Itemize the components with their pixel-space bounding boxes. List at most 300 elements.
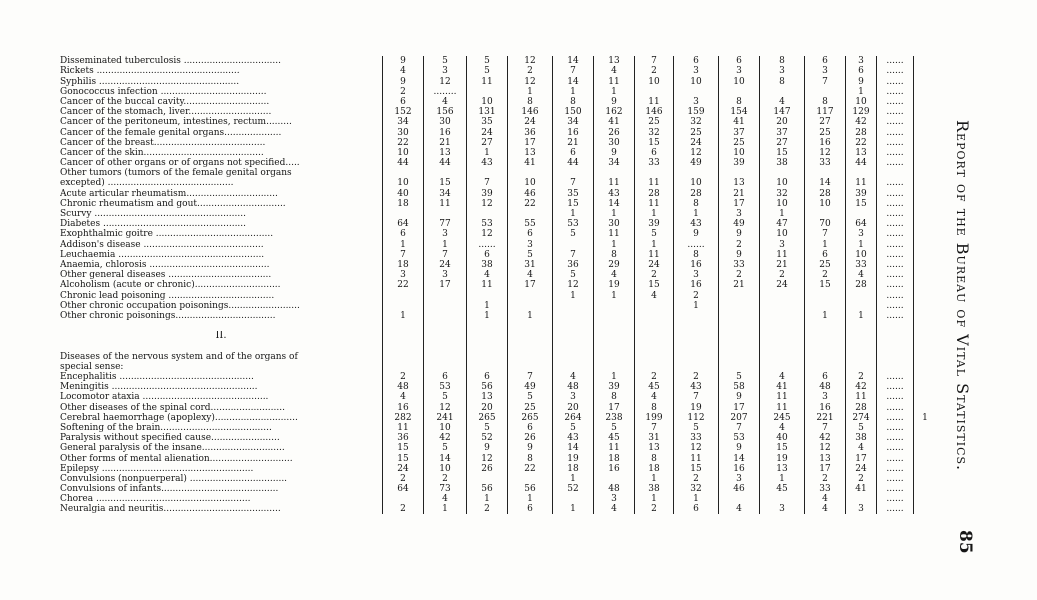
table-cell: 7 [553,178,594,188]
table-cell [719,331,760,341]
table-row [60,168,936,178]
table-cell: 4 [760,97,805,107]
table-cell: 56 [467,484,508,494]
table-cell [846,321,877,331]
table-cell: 39 [846,188,877,198]
table-cell: 3 [719,474,760,484]
row-label: Gonococcus infection ..................................... [60,86,267,97]
table-row [60,362,936,372]
table-cell: 13 [635,443,674,453]
section-heading: II. [215,331,227,342]
table-cell: 10 [424,464,467,474]
table-cell: 6 [805,250,846,260]
table-cell: ...... [877,453,914,463]
table-cell: 2 [805,474,846,484]
table-cell: 8 [553,97,594,107]
table-cell: 45 [760,484,805,494]
table-cell [674,87,719,97]
table-cell: 3 [424,270,467,280]
table-cell: 10 [383,178,424,188]
row-label [60,341,383,351]
row-label: Chorea ...................................................... [60,494,251,505]
table-cell: 1 [594,239,635,249]
table-cell: ...... [877,280,914,290]
table-cell: 33 [805,158,846,168]
table-cell: 3 [674,270,719,280]
table-cell [553,239,594,249]
row-label: Encephalitis ............................................... [60,372,254,382]
table-cell: 22 [508,199,553,209]
table-cell: 6 [674,56,719,66]
table-cell: 5 [846,423,877,433]
table-cell: 10 [719,148,760,158]
table-cell: 2 [635,504,674,514]
table-cell: ...... [877,474,914,484]
table-cell: 2 [760,270,805,280]
table-cell: 13 [760,464,805,474]
table-cell: 53 [719,433,760,443]
table-cell: 146 [508,107,553,117]
table-row [60,351,936,361]
table-cell [760,290,805,300]
table-cell: 4 [424,494,467,504]
table-cell: 5 [719,372,760,382]
table-cell [424,209,467,219]
table-cell: ...... [877,117,914,127]
table-cell [424,362,467,372]
table-row [60,229,936,239]
row-label: Cancer of the buccal cavity.............................. [60,96,270,107]
table-cell [914,464,937,474]
table-cell: 2 [635,372,674,382]
table-cell: 17 [719,199,760,209]
table-cell: 28 [846,402,877,412]
table-cell [760,168,805,178]
table-cell: 18 [383,199,424,209]
table-cell: 265 [467,413,508,423]
table-cell: 19 [674,402,719,412]
table-cell [846,351,877,361]
table-cell: 21 [719,188,760,198]
table-cell: 11 [635,250,674,260]
table-cell [719,321,760,331]
table-cell: ...... [877,260,914,270]
table-cell [805,362,846,372]
table-cell: 41 [846,484,877,494]
table-row [60,127,936,137]
table-cell: 7 [424,250,467,260]
table-cell: 9 [719,229,760,239]
table-cell: 27 [467,138,508,148]
table-cell [914,250,937,260]
table-cell: 13 [508,148,553,158]
table-cell [424,168,467,178]
table-cell [508,362,553,372]
table-cell: 13 [424,148,467,158]
table-cell [719,311,760,321]
table-cell [914,423,937,433]
table-cell [467,290,508,300]
table-cell [719,362,760,372]
table-cell: 53 [553,219,594,229]
table-cell: 11 [760,402,805,412]
table-cell: 13 [467,392,508,402]
table-cell: 2 [719,270,760,280]
table-cell: 11 [635,178,674,188]
table-row [60,87,936,97]
table-cell: ...... [877,392,914,402]
table-cell: 7 [719,423,760,433]
table-cell: 16 [594,464,635,474]
row-label: Cancer of other organs or of organs not specified..... [60,158,300,169]
table-cell: 1 [508,87,553,97]
table-cell: 44 [553,158,594,168]
table-cell: 1 [424,239,467,249]
table-cell: 7 [805,76,846,86]
table-cell: 14 [805,178,846,188]
table-cell [877,351,914,361]
table-cell: 35 [467,117,508,127]
table-cell: 19 [553,453,594,463]
table-cell: 14 [594,199,635,209]
table-cell [846,290,877,300]
table-cell [424,290,467,300]
table-cell: 32 [760,188,805,198]
table-cell: 6 [508,423,553,433]
table-cell: 36 [508,127,553,137]
table-cell: 11 [594,178,635,188]
table-cell [914,290,937,300]
table-cell: 18 [594,453,635,463]
table-cell [877,362,914,372]
table-cell [914,87,937,97]
table-cell: ...... [877,402,914,412]
table-cell: 22 [383,280,424,290]
table-cell: 4 [594,66,635,76]
table-cell: 3 [846,56,877,66]
table-cell: 7 [674,392,719,402]
table-cell: 4 [383,66,424,76]
table-cell: 207 [719,413,760,423]
table-cell [914,199,937,209]
table-cell: 28 [846,127,877,137]
table-cell [719,351,760,361]
table-cell: 30 [383,127,424,137]
row-label: special sense: [60,361,124,372]
table-cell [635,351,674,361]
table-cell: 156 [424,107,467,117]
table-cell: 9 [719,443,760,453]
table-cell: 6 [467,250,508,260]
table-cell: 6 [719,56,760,66]
table-cell [594,331,635,341]
table-cell: 20 [467,402,508,412]
table-cell: 150 [553,107,594,117]
table-cell: ...... [877,148,914,158]
table-cell: 14 [719,453,760,463]
row-label: Meningitis ................................................... [60,382,258,393]
table-cell: ...... [877,188,914,198]
table-cell [508,341,553,351]
table-cell [383,494,424,504]
table-cell: 4 [846,270,877,280]
table-cell: 15 [635,280,674,290]
table-cell: 41 [760,382,805,392]
table-row [60,219,936,229]
table-cell: 14 [553,443,594,453]
table-cell: 6 [508,504,553,514]
table-cell [914,321,937,331]
table-row [60,464,936,474]
table-cell: 64 [383,484,424,494]
table-cell: 1 [846,87,877,97]
table-cell: 15 [846,199,877,209]
table-cell: 199 [635,413,674,423]
table-cell [383,321,424,331]
table-cell: 33 [846,260,877,270]
table-cell: 22 [508,464,553,474]
table-cell: ...... [877,443,914,453]
table-cell: 40 [383,188,424,198]
table-cell [467,209,508,219]
table-cell: 16 [674,260,719,270]
table-row [60,178,936,188]
table-cell: 22 [846,138,877,148]
table-cell: 48 [553,382,594,392]
table-cell: 3 [760,504,805,514]
table-cell: 11 [760,392,805,402]
table-cell: 5 [467,56,508,66]
table-cell: 18 [383,260,424,270]
table-cell: 39 [635,219,674,229]
table-cell: 25 [508,402,553,412]
table-cell: 10 [674,178,719,188]
table-cell: 42 [846,382,877,392]
table-cell [508,351,553,361]
table-cell: 2 [846,474,877,484]
table-cell: 3 [383,270,424,280]
table-cell: 6 [467,372,508,382]
table-cell: 3 [424,229,467,239]
row-label: Alcoholism (acute or chronic).............................. [60,280,281,291]
table-cell: 28 [846,280,877,290]
table-cell [805,351,846,361]
table-cell: 11 [383,423,424,433]
table-cell: 1 [635,474,674,484]
table-cell: 10 [846,97,877,107]
table-cell: 24 [674,138,719,148]
table-cell [424,341,467,351]
table-cell [594,321,635,331]
table-cell: 9 [674,229,719,239]
table-cell [877,331,914,341]
table-cell: 33 [719,260,760,270]
table-cell: 3 [846,504,877,514]
table-cell: 6 [805,56,846,66]
table-cell: 12 [424,76,467,86]
table-cell [914,504,937,514]
table-cell: 24 [383,464,424,474]
table-row [60,290,936,300]
table-cell: 8 [635,402,674,412]
table-cell: 10 [760,199,805,209]
table-cell: 5 [467,423,508,433]
table-row [60,158,936,168]
table-cell: 10 [635,76,674,86]
table-cell: 19 [760,453,805,463]
table-cell: 19 [594,280,635,290]
row-label: Addison's disease .......................................... [60,239,264,250]
table-cell: 4 [594,504,635,514]
table-cell: ...... [877,138,914,148]
table-cell: 4 [635,392,674,402]
table-cell: 48 [805,382,846,392]
table-cell: 28 [674,188,719,198]
table-row [60,199,936,209]
table-cell: 7 [635,56,674,66]
table-cell [914,66,937,76]
table-row [60,372,936,382]
table-cell: 21 [424,138,467,148]
table-cell: 1 [553,290,594,300]
table-cell: 8 [760,76,805,86]
table-cell [674,351,719,361]
table-cell [553,494,594,504]
table-cell [553,341,594,351]
table-cell [508,209,553,219]
table-cell [719,290,760,300]
table-row [60,301,936,311]
table-cell: 1 [674,301,719,311]
table-cell: 10 [846,250,877,260]
table-cell [553,168,594,178]
row-label: excepted) ............................................ [60,178,234,189]
table-row [60,280,936,290]
table-cell: 1 [467,301,508,311]
table-cell [719,494,760,504]
table-cell: 3 [424,66,467,76]
table-cell: 13 [846,148,877,158]
table-cell [805,87,846,97]
table-cell [846,341,877,351]
table-cell: ...... [877,158,914,168]
table-cell [914,351,937,361]
row-label: Paralysis without specified cause........................ [60,433,280,444]
table-row [60,433,936,443]
section-heading-row [60,331,936,341]
table-cell [467,87,508,97]
table-cell: 1 [594,209,635,219]
table-cell [914,138,937,148]
table-row [60,392,936,402]
table-cell: 1 [846,239,877,249]
table-row [60,66,936,76]
table-cell [760,311,805,321]
table-cell: 17 [508,138,553,148]
table-cell [383,168,424,178]
table-cell: 5 [424,56,467,66]
table-cell: 1 [914,413,937,423]
table-cell: ...... [877,464,914,474]
row-label: Cancer of the female genital organs.................... [60,127,282,138]
table-cell: 5 [553,270,594,280]
table-cell: 9 [383,76,424,86]
table-cell: 9 [594,148,635,158]
table-cell [877,168,914,178]
table-cell [508,474,553,484]
table-cell: 58 [719,382,760,392]
table-cell: 30 [594,219,635,229]
table-cell: 43 [674,382,719,392]
table-cell: 70 [805,219,846,229]
table-cell: 238 [594,413,635,423]
table-cell: 1 [805,311,846,321]
table-cell: 9 [508,443,553,453]
table-cell: 2 [805,270,846,280]
table-cell: 11 [846,178,877,188]
table-cell [719,87,760,97]
row-label: Syphilis ................................................. [60,76,240,87]
table-cell: 4 [508,270,553,280]
table-cell: ...... [877,372,914,382]
table-cell: ...... [877,290,914,300]
table-cell [594,301,635,311]
table-cell: 27 [760,138,805,148]
table-cell: 4 [553,372,594,382]
row-label: Cerebral haemorrhage (apoplexy)............................. [60,412,298,423]
table-cell: 3 [719,209,760,219]
table-cell: 16 [805,138,846,148]
table-cell: 129 [846,107,877,117]
table-cell: ...... [877,239,914,249]
table-cell: 14 [553,76,594,86]
table-cell: 28 [805,188,846,198]
table-cell: 30 [424,117,467,127]
table-cell: 27 [805,117,846,127]
table-cell: 10 [760,229,805,239]
table-cell: 10 [805,199,846,209]
table-cell: ...... [467,239,508,249]
table-cell: 52 [553,484,594,494]
table-cell: 6 [383,229,424,239]
table-cell [594,362,635,372]
table-cell [914,484,937,494]
table-cell: 30 [594,138,635,148]
table-cell: 6 [805,372,846,382]
row-label: Chronic rheumatism and gout............................... [60,198,286,209]
table-cell: 5 [594,423,635,433]
table-cell: 1 [635,494,674,504]
table-cell: 2 [674,372,719,382]
table-cell: 45 [594,433,635,443]
table-cell [914,117,937,127]
table-cell [914,270,937,280]
table-cell [674,168,719,178]
table-cell [805,209,846,219]
table-cell: 11 [635,97,674,107]
table-cell: 38 [467,260,508,270]
table-cell: 24 [635,260,674,270]
table-cell: 7 [383,250,424,260]
table-row [60,494,936,504]
table-cell [914,372,937,382]
table-cell: 3 [508,239,553,249]
table-cell: 12 [553,280,594,290]
table-row [60,56,936,66]
table-row [60,107,936,117]
table-cell: 1 [846,311,877,321]
table-cell: 8 [674,250,719,260]
